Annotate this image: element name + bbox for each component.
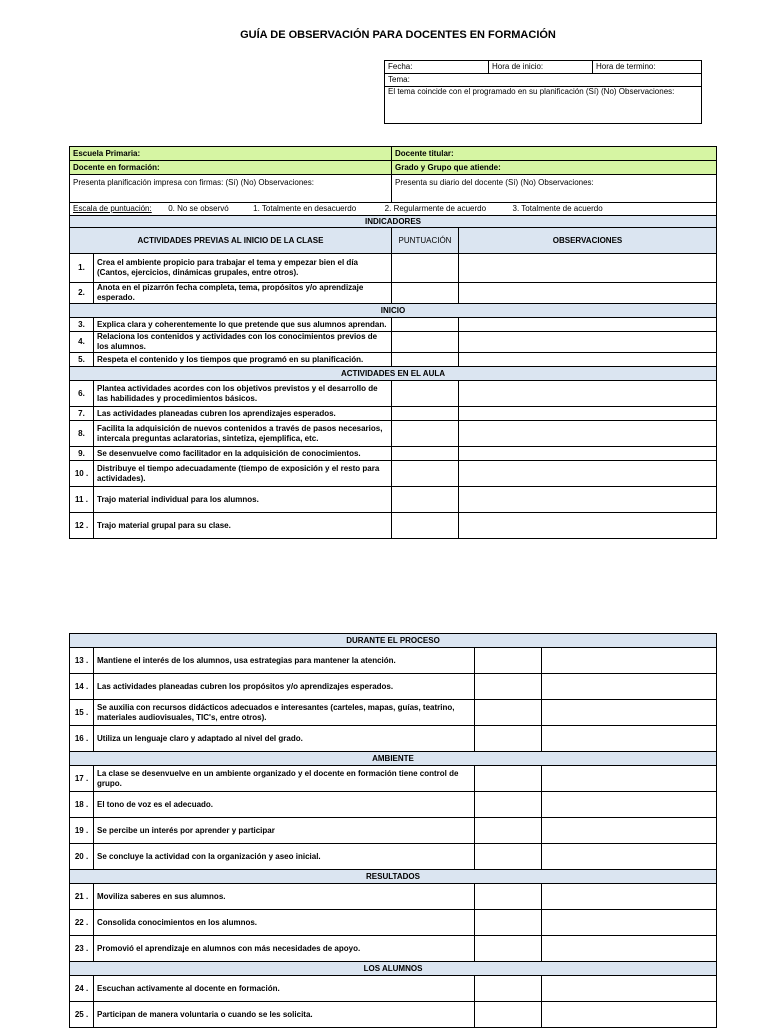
indicator-text: Las actividades planeadas cubren los propósitos y/o aprendizajes esperados. [94,674,475,700]
indicator-text: Se desenvuelve como facilitador en la adquisición de conocimientos. [94,447,392,461]
score-cell[interactable] [475,844,542,870]
table-row [70,910,717,936]
observation-table-part1 [69,146,717,539]
table-row [70,844,717,870]
score-cell[interactable] [392,353,459,367]
score-cell[interactable] [392,447,459,461]
observations-cell[interactable] [459,318,717,332]
score-cell[interactable] [475,910,542,936]
observations-cell[interactable] [542,884,717,910]
score-cell[interactable] [475,674,542,700]
row-number: 15 . [70,700,94,726]
indicator-text: Se percibe un interés por aprender y participar [94,818,475,844]
table-row [70,700,717,726]
indicator-text: Plantea actividades acordes con los objetivos previstos y el desarrollo de las habilidades y procedimientos básicos. [94,381,392,407]
row-number: 21 . [70,884,94,910]
score-cell[interactable] [392,421,459,447]
col-puntuacion-header: PUNTUACIÓN [392,228,459,254]
scale-1: 1. Totalmente en desacuerdo [253,204,357,213]
row-number: 7. [70,407,94,421]
tema-field[interactable]: Tema: [385,74,702,87]
indicator-text: Trajo material individual para los alumnos. [94,487,392,513]
row-number: 11 . [70,487,94,513]
scale-row [70,203,717,216]
observations-cell[interactable] [459,381,717,407]
row-number: 8. [70,421,94,447]
fecha-field[interactable]: Fecha: [385,61,489,74]
table-row [70,674,717,700]
observations-cell[interactable] [459,332,717,353]
score-cell[interactable] [392,332,459,353]
section-proceso: DURANTE EL PROCESO [70,634,717,648]
table-row [70,766,717,792]
scale-3: 3. Totalmente de acuerdo [512,204,603,213]
score-cell[interactable] [392,254,459,283]
coincide-field[interactable]: El tema coincide con el programado en su planificación (Sí) (No) Observaciones: [385,87,702,124]
observations-cell[interactable] [542,936,717,962]
col-observaciones-header: OBSERVACIONES [459,228,717,254]
indicator-text: Mantiene el interés de los alumnos, usa estrategias para mantener la atención. [94,648,475,674]
table-row [70,792,717,818]
score-cell[interactable] [392,513,459,539]
score-cell[interactable] [475,818,542,844]
score-cell[interactable] [392,487,459,513]
score-cell[interactable] [475,726,542,752]
score-cell[interactable] [475,766,542,792]
indicator-text: Facilita la adquisición de nuevos contenidos a través de pasos necesarios, intercala preguntas aclaratorias, sintetiza, ejemplifica, etc. [94,421,392,447]
indicator-text: Promovió el aprendizaje en alumnos con más necesidades de apoyo. [94,936,475,962]
table-row [70,353,717,367]
score-cell[interactable] [475,648,542,674]
indicator-text: Distribuye el tiempo adecuadamente (tiempo de exposición y el resto para actividades). [94,461,392,487]
row-number: 12 . [70,513,94,539]
indicator-text: Anota en el pizarrón fecha completa, tema, propósitos y/o aprendizaje esperado. [94,283,392,304]
docente-formacion-field[interactable]: Docente en formación: [70,161,392,175]
document-title: GUÍA DE OBSERVACIÓN PARA DOCENTES EN FORMACIÓN [240,29,556,41]
observations-cell[interactable] [459,353,717,367]
observations-cell[interactable] [542,910,717,936]
score-cell[interactable] [392,283,459,304]
observation-table-part2 [69,633,717,1028]
section-ambiente: AMBIENTE [70,752,717,766]
table-row [70,648,717,674]
col-actividades-header: ACTIVIDADES PREVIAS AL INICIO DE LA CLASE [70,228,392,254]
row-number: 1. [70,254,94,283]
table-row [70,936,717,962]
table-row [70,461,717,487]
score-cell[interactable] [475,936,542,962]
observations-cell[interactable] [459,254,717,283]
indicator-text: Participan de manera voluntaria o cuando se les solicita. [94,1002,475,1028]
section-resultados: RESULTADOS [70,870,717,884]
indicator-text: Moviliza saberes en sus alumnos. [94,884,475,910]
table-row [70,513,717,539]
row-number: 22 . [70,910,94,936]
indicator-text: Las actividades planeadas cubren los aprendizajes esperados. [94,407,392,421]
row-number: 2. [70,283,94,304]
indicator-text: Se concluye la actividad con la organización y aseo inicial. [94,844,475,870]
indicator-text: Consolida conocimientos en los alumnos. [94,910,475,936]
table-row [70,381,717,407]
row-number: 16 . [70,726,94,752]
row-number: 3. [70,318,94,332]
diario-field[interactable]: Presenta su diario del docente (Sí) (No) Observaciones: [392,175,717,203]
row-number: 24 . [70,976,94,1002]
observations-cell[interactable] [542,674,717,700]
session-header-box [384,60,702,124]
table-row [70,487,717,513]
row-number: 17 . [70,766,94,792]
observations-cell[interactable] [542,976,717,1002]
table-row [70,283,717,304]
table-row [70,254,717,283]
table-row [70,318,717,332]
indicator-text: Utiliza un lenguaje claro y adaptado al nivel del grado. [94,726,475,752]
row-number: 6. [70,381,94,407]
row-number: 19 . [70,818,94,844]
table-row [70,447,717,461]
score-cell[interactable] [392,461,459,487]
score-cell[interactable] [475,884,542,910]
score-cell[interactable] [475,700,542,726]
section-aula: ACTIVIDADES EN EL AULA [70,367,717,381]
escuela-field[interactable]: Escuela Primaria: [70,147,392,161]
table-row [70,976,717,1002]
indicator-text: Se auxilia con recursos didácticos adecuados e interesantes (carteles, mapas, guías, teatrino, materiales audiovisuales, TIC's, entre otros). [94,700,475,726]
hora-termino-field[interactable]: Hora de termino: [593,61,702,74]
row-number: 10 . [70,461,94,487]
score-cell[interactable] [475,976,542,1002]
scale-label: Escala de puntuación: [73,204,152,213]
observations-cell[interactable] [459,513,717,539]
table-row [70,407,717,421]
scale-0: 0. No se observó [168,204,229,213]
indicator-text: Trajo material grupal para su clase. [94,513,392,539]
indicator-text: Respeta el contenido y los tiempos que programó en su planificación. [94,353,392,367]
observations-cell[interactable] [459,487,717,513]
observations-cell[interactable] [459,447,717,461]
planificacion-field[interactable]: Presenta planificación impresa con firmas: (Sí) (No) Observaciones: [70,175,392,203]
score-cell[interactable] [392,381,459,407]
row-number: 13 . [70,648,94,674]
indicator-text: Crea el ambiente propicio para trabajar el tema y empezar bien el día (Cantos, ejercicios, dinámicas grupales, entre otros). [94,254,392,283]
indicadores-header: INDICADORES [70,216,717,228]
row-number: 9. [70,447,94,461]
observations-cell[interactable] [459,283,717,304]
observations-cell[interactable] [542,792,717,818]
score-cell[interactable] [392,407,459,421]
table-row [70,332,717,353]
observations-cell[interactable] [542,766,717,792]
score-cell[interactable] [475,792,542,818]
hora-inicio-field[interactable]: Hora de inicio: [489,61,593,74]
observations-cell[interactable] [542,844,717,870]
row-number: 5. [70,353,94,367]
table-row [70,421,717,447]
table-row [70,884,717,910]
grado-field[interactable]: Grado y Grupo que atiende: [392,161,717,175]
row-number: 23 . [70,936,94,962]
row-number: 14 . [70,674,94,700]
row-number: 20 . [70,844,94,870]
observations-cell[interactable] [542,818,717,844]
row-number: 25 . [70,1002,94,1028]
section-inicio: INICIO [70,304,717,318]
indicator-text: Explica clara y coherentemente lo que pretende que sus alumnos aprendan. [94,318,392,332]
observations-cell[interactable] [459,407,717,421]
row-number: 4. [70,332,94,353]
indicator-text: La clase se desenvuelve en un ambiente organizado y el docente en formación tiene control de grupo. [94,766,475,792]
indicator-text: Relaciona los contenidos y actividades con los conocimientos previos de los alumnos. [94,332,392,353]
table-row [70,726,717,752]
table-row [70,818,717,844]
observations-cell[interactable] [459,461,717,487]
score-cell[interactable] [392,318,459,332]
observations-cell[interactable] [459,421,717,447]
observations-cell[interactable] [542,700,717,726]
indicator-text: Escuchan activamente al docente en formación. [94,976,475,1002]
observations-cell[interactable] [542,726,717,752]
row-number: 18 . [70,792,94,818]
docente-titular-field[interactable]: Docente titular: [392,147,717,161]
indicator-text: El tono de voz es el adecuado. [94,792,475,818]
scale-2: 2. Regularmente de acuerdo [384,204,487,213]
observations-cell[interactable] [542,648,717,674]
section-alumnos: LOS ALUMNOS [70,962,717,976]
